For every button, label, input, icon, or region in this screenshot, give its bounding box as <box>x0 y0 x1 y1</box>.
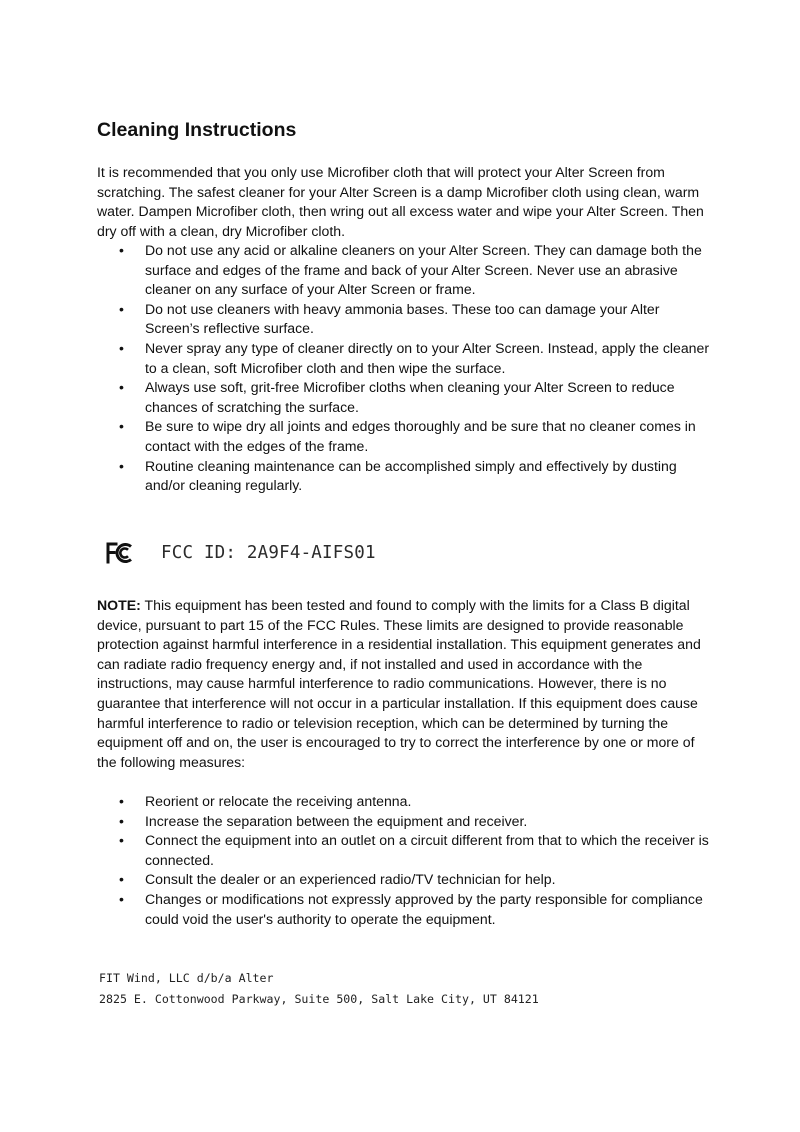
list-item <box>97 339 717 378</box>
list-item-text: Increase the separation between the equipment and receiver. <box>145 812 528 829</box>
list-item <box>97 378 717 417</box>
note-text: This equipment has been tested and found to comply with the limits for a Class B digital device, pursuant to part 15 of the FCC Rules. These limits are designed to provide reasonable protection against harmful interference in a residential installation. This equipment generates and can radiate radio frequency energy and, if not installed and used in accordance with the instructions, may cause harmful interference to radio communications. However, there is no guarantee that interference will not occur in a particular installation. If this equipment does cause harmful interference to radio or television reception, which can be determined by turning the equipment off and on, the user is encouraged to try to correct the interference by one or more of the following measures: <box>97 597 701 770</box>
bullet-icon: • <box>119 418 124 435</box>
bullet-icon: • <box>119 793 124 809</box>
cleaning-instructions-title: Cleaning Instructions <box>97 119 297 141</box>
list-item <box>97 300 717 339</box>
company-footer <box>99 968 719 1009</box>
list-item-text: Always use soft, grit-free Microfiber cloths when cleaning your Alter Screen to reduce chances of scratching the surface. <box>145 379 675 415</box>
bullet-icon: • <box>119 379 124 396</box>
list-item <box>97 792 717 812</box>
list-item <box>97 890 717 929</box>
list-item <box>97 417 717 456</box>
bullet-icon: • <box>119 300 124 317</box>
list-item-text: Be sure to wipe dry all joints and edges thoroughly and be sure that no cleaner comes in contact with the edges of the frame. <box>145 418 696 454</box>
list-item-text: Do not use cleaners with heavy ammonia bases. These too can damage your Alter Screen’s reflective surface. <box>145 300 660 337</box>
list-item-text: Routine cleaning maintenance can be accomplished simply and effectively by dusting and/or cleaning regularly. <box>145 457 677 494</box>
company-name: FIT Wind, LLC d/b/a Alter <box>99 971 274 985</box>
list-item-text: Reorient or relocate the receiving antenna. <box>145 793 412 809</box>
cleaning-bullet-list <box>97 241 717 496</box>
bullet-icon: • <box>119 812 124 829</box>
list-item-text: Connect the equipment into an outlet on a circuit different from that to which the receiver is connected. <box>145 832 709 868</box>
fcc-id-label: FCC ID: 2A9F4-AIFS01 <box>161 543 376 563</box>
bullet-icon: • <box>119 242 124 258</box>
fcc-note-paragraph <box>97 596 707 772</box>
list-item <box>97 870 717 890</box>
fcc-id-row <box>105 540 376 566</box>
company-address: 2825 E. Cottonwood Parkway, Suite 500, Salt Lake City, UT 84121 <box>99 991 539 1006</box>
bullet-icon: • <box>119 832 124 849</box>
list-item-text: Never spray any type of cleaner directly on to your Alter Screen. Instead, apply the cleaner to a clean, soft Microfiber cloth and then wipe the surface. <box>145 339 710 376</box>
fcc-logo-icon <box>105 541 135 565</box>
list-item <box>97 831 717 870</box>
bullet-icon: • <box>119 871 124 888</box>
cleaning-intro-paragraph: It is recommended that you only use Microfiber cloth that will protect your Alter Screen from scratching. The safest cleaner for your Alter Screen is a damp Microfiber cloth using clean, warm water. Dampen Microfiber cloth, then wring out all excess water and wipe your Alter Screen. Then dry off with a clean, dry Microfiber cloth. <box>97 164 704 239</box>
list-item <box>97 457 717 496</box>
list-item-text: Changes or modifications not expressly approved by the party responsible for compliance could void the user's authority to operate the equipment. <box>145 890 703 927</box>
bullet-icon: • <box>119 890 124 907</box>
fcc-measures-list <box>97 792 717 929</box>
bullet-icon: • <box>119 339 124 356</box>
bullet-icon: • <box>119 457 124 474</box>
list-item <box>97 812 717 832</box>
note-label: NOTE: <box>97 597 141 613</box>
list-item-text: Consult the dealer or an experienced radio/TV technician for help. <box>145 871 556 888</box>
list-item-text: Do not use any acid or alkaline cleaners on your Alter Screen. They can damage both the surface and edges of the frame and back of your Alter Screen. Never use an abrasive cleaner on any surface of your Alter Screen or frame. <box>145 242 702 298</box>
list-item <box>97 241 717 300</box>
